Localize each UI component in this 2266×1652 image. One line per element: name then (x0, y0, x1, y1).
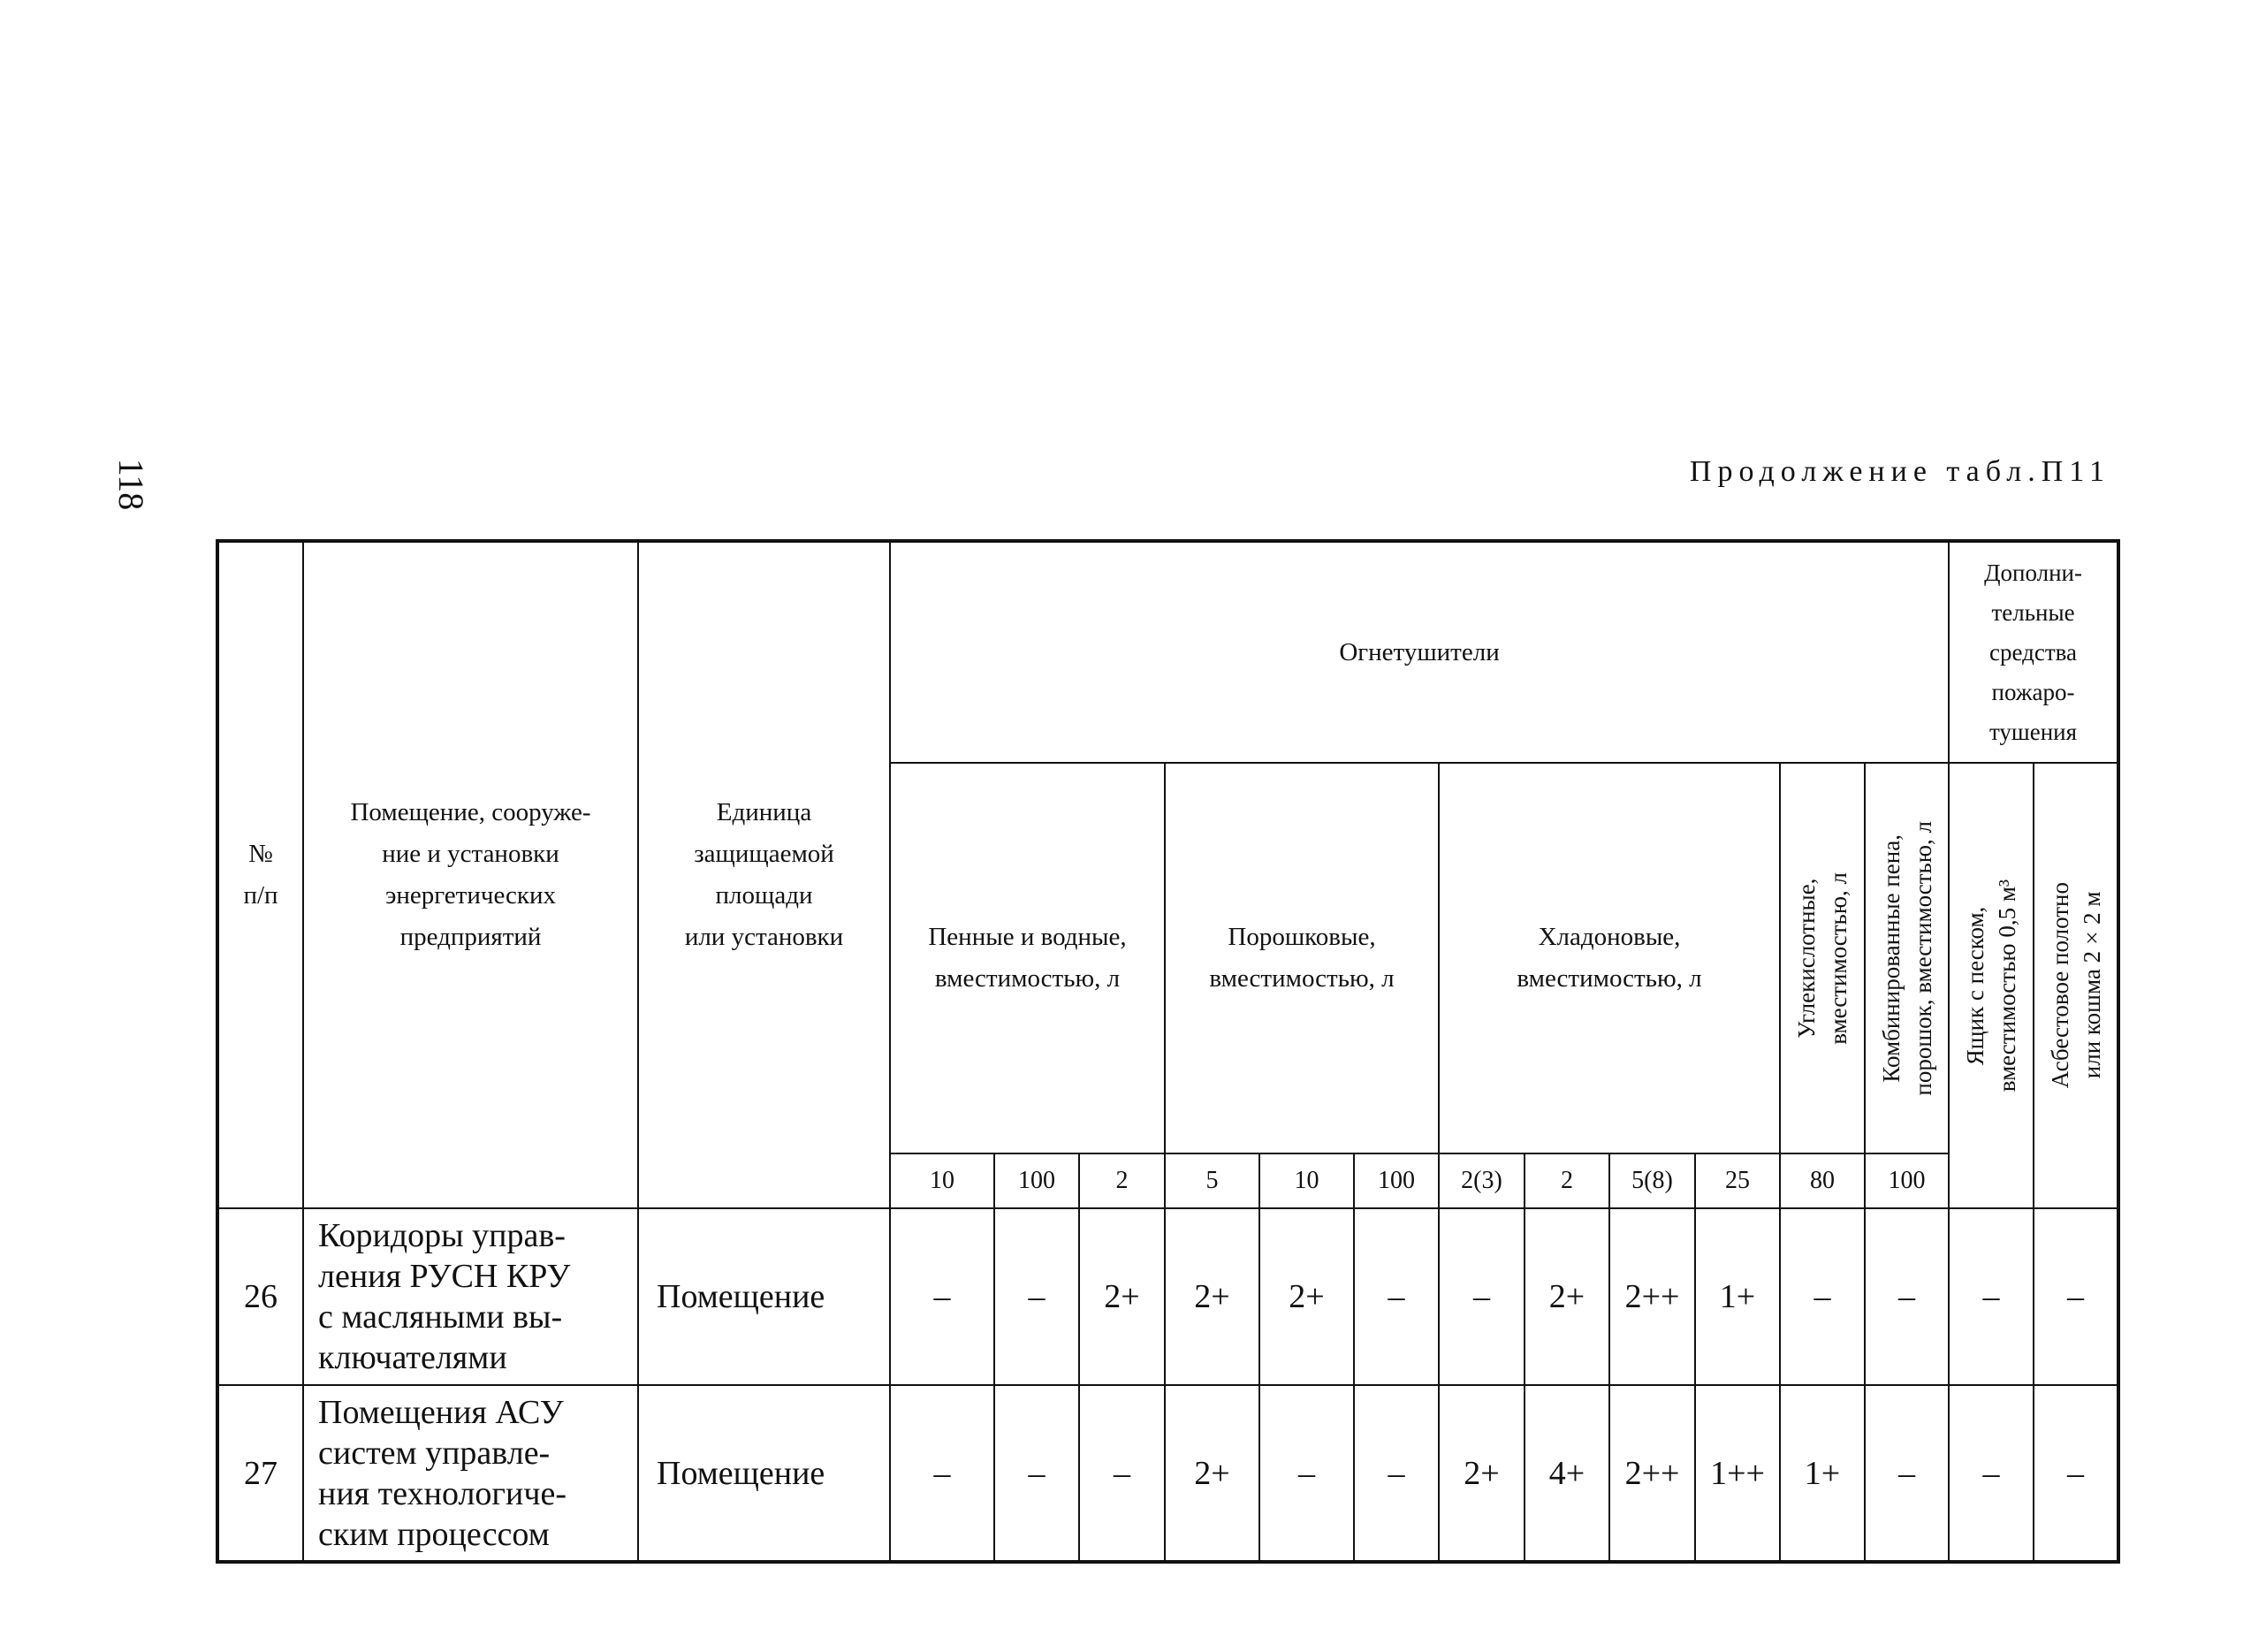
row-num: 26 (217, 1208, 303, 1385)
row-value: 1++ (1695, 1385, 1780, 1562)
header-sand-box-label: Ящик с песком, вместимостью 0,5 м³ (1962, 879, 2021, 1092)
header-halon: Хладоновые, вместимостью, л (1439, 763, 1780, 1153)
header-unit: Единица защищаемой площади или установки (638, 541, 890, 1208)
capacity-cell: 10 (890, 1153, 994, 1208)
row-unit: Помещение (638, 1208, 890, 1385)
header-additional: Дополни- тельные средства пожаро- тушения (1949, 541, 2118, 763)
row-value: – (2034, 1385, 2118, 1562)
capacity-cell: 80 (1780, 1153, 1865, 1208)
row-value: 2+ (1259, 1208, 1354, 1385)
header-sand-box (1949, 763, 2034, 1208)
capacity-cell: 5 (1165, 1153, 1259, 1208)
row-value: 1+ (1695, 1208, 1780, 1385)
capacity-cell: 25 (1695, 1153, 1780, 1208)
row-value: 2+ (1165, 1385, 1259, 1562)
header-extinguishers: Огнетушители (890, 541, 1949, 763)
header-asbestos-label: Асбестовое полотно или кошма 2×2 м (2046, 882, 2105, 1089)
header-co2-label: Углекислотные, вместимостью, л (1793, 872, 1852, 1045)
row-value: – (1865, 1208, 1949, 1385)
capacity-cell: 100 (994, 1153, 1079, 1208)
header-num: № п/п (217, 541, 303, 1208)
header-room: Помещение, сооруже- ние и установки энергетических предприятий (303, 541, 638, 1208)
row-value: – (1354, 1385, 1439, 1562)
row-value: 4+ (1525, 1385, 1609, 1562)
row-room: Коридоры управ- ления РУСН КРУ с масляными вы- ключателями (303, 1208, 638, 1385)
row-value: 2+ (1079, 1208, 1165, 1385)
header-foam-water: Пенные и водные, вместимостью, л (890, 763, 1165, 1153)
row-value: – (994, 1208, 1079, 1385)
row-value: – (1259, 1385, 1354, 1562)
row-value: – (1780, 1208, 1865, 1385)
capacity-cell: 2 (1525, 1153, 1609, 1208)
header-powder: Порошковые, вместимостью, л (1165, 763, 1439, 1153)
row-num: 27 (217, 1385, 303, 1562)
table-continuation-title: Продолжение табл.П11 (1689, 455, 2110, 488)
table-row (217, 1208, 2118, 1385)
capacity-cell: 100 (1865, 1153, 1949, 1208)
header-combined-label: Комбинированные пена, порошок, вместимостью, л (1877, 820, 1936, 1096)
row-value: – (994, 1385, 1079, 1562)
row-value: 2+ (1165, 1208, 1259, 1385)
capacity-cell: 2 (1079, 1153, 1165, 1208)
capacity-cell: 100 (1354, 1153, 1439, 1208)
row-value: – (890, 1208, 994, 1385)
row-value: 2++ (1609, 1208, 1695, 1385)
table-row (217, 1385, 2118, 1562)
capacity-cell: 5(8) (1609, 1153, 1695, 1208)
row-value: – (1439, 1208, 1525, 1385)
row-value: 1+ (1780, 1385, 1865, 1562)
row-unit: Помещение (638, 1385, 890, 1562)
row-value: – (1354, 1208, 1439, 1385)
row-value: – (2034, 1208, 2118, 1385)
row-value: 2+ (1439, 1385, 1525, 1562)
row-value: – (890, 1385, 994, 1562)
row-value: 2+ (1525, 1208, 1609, 1385)
row-value: – (1079, 1385, 1165, 1562)
header-asbestos (2034, 763, 2118, 1208)
capacity-cell: 2(3) (1439, 1153, 1525, 1208)
row-value: – (1949, 1208, 2034, 1385)
header-combined (1865, 763, 1949, 1153)
capacity-cell: 10 (1259, 1153, 1354, 1208)
row-value: 2++ (1609, 1385, 1695, 1562)
header-co2 (1780, 763, 1865, 1153)
row-value: – (1949, 1385, 2034, 1562)
page-number: 118 (111, 458, 151, 511)
extinguisher-table (216, 539, 2120, 1564)
row-room: Помещения АСУ систем управле- ния технологиче- ским процессом (303, 1385, 638, 1562)
row-value: – (1865, 1385, 1949, 1562)
